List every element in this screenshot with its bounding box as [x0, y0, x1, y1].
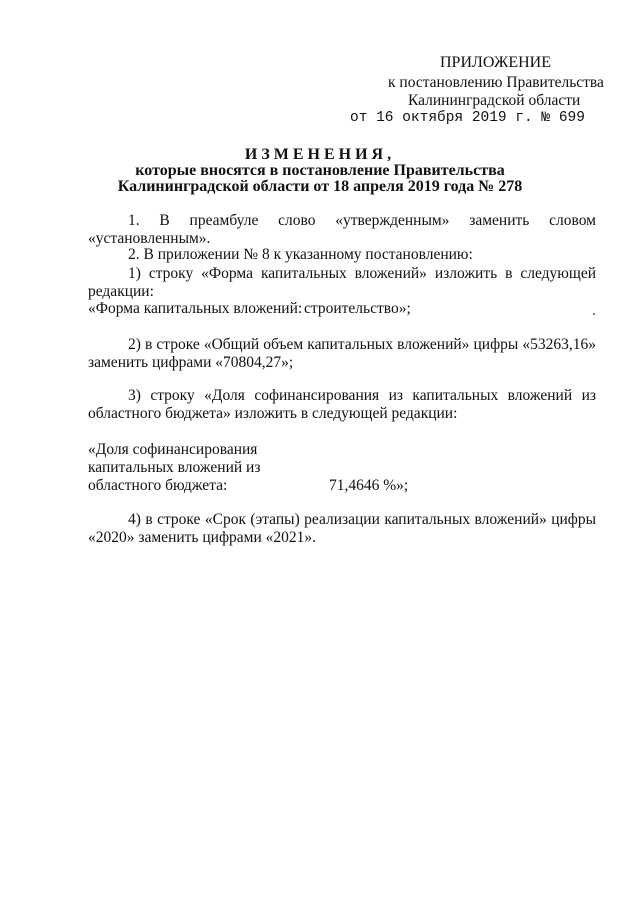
- sub-1-quote-value: строительство»;: [304, 300, 411, 317]
- sub-1-line-2: редакции:: [88, 283, 154, 300]
- item-1-line-2: «установленным».: [88, 230, 211, 247]
- document-subtitle-1: которые вносятся в постановление Правительства: [135, 162, 505, 179]
- sub-1-quote-label: «Форма капитальных вложений:: [88, 300, 303, 317]
- appendix-date: от 16 октября 2019 г. № 699: [350, 110, 585, 126]
- sub-2-line-1: 2) в строке «Общий объем капитальных вложений» цифры «53263,16»: [128, 336, 596, 353]
- document-subtitle-2: Калининградской области от 18 апреля 2019 года № 278: [117, 178, 523, 195]
- item-2-line-1: 2. В приложении № 8 к указанному постановлению:: [128, 246, 473, 263]
- sub-3-quote-line-1: «Доля софинансирования: [88, 441, 258, 458]
- sub-3-quote-value: 71,4646 %»;: [329, 477, 409, 494]
- sub-2-line-2: заменить цифрами «70804,27»;: [88, 354, 294, 371]
- sub-3-quote-line-2: капитальных вложений из: [88, 459, 261, 476]
- scan-speck: [593, 313, 595, 315]
- document-title: ИЗМЕНЕНИЯ,: [244, 146, 396, 163]
- sub-3-line-1: 3) строку «Доля софинансирования из капитальных вложений из: [128, 387, 596, 404]
- sub-4-line-1: 4) в строке «Срок (этапы) реализации капитальных вложений» цифры: [128, 511, 596, 528]
- appendix-line-2: Калининградской области: [408, 92, 581, 109]
- sub-4-line-2: «2020» заменить цифрами «2021».: [88, 529, 316, 546]
- item-1-line-1: 1. В преамбуле слово «утвержденным» заменить словом: [128, 212, 596, 229]
- appendix-line-1: к постановлению Правительства: [388, 74, 604, 91]
- sub-3-quote-line-3: областного бюджета:: [88, 477, 228, 494]
- sub-1-line-1: 1) строку «Форма капитальных вложений» изложить в следующей: [128, 265, 596, 282]
- appendix-heading: ПРИЛОЖЕНИЕ: [440, 54, 552, 71]
- sub-3-line-2: областного бюджета» изложить в следующей редакции:: [88, 405, 458, 422]
